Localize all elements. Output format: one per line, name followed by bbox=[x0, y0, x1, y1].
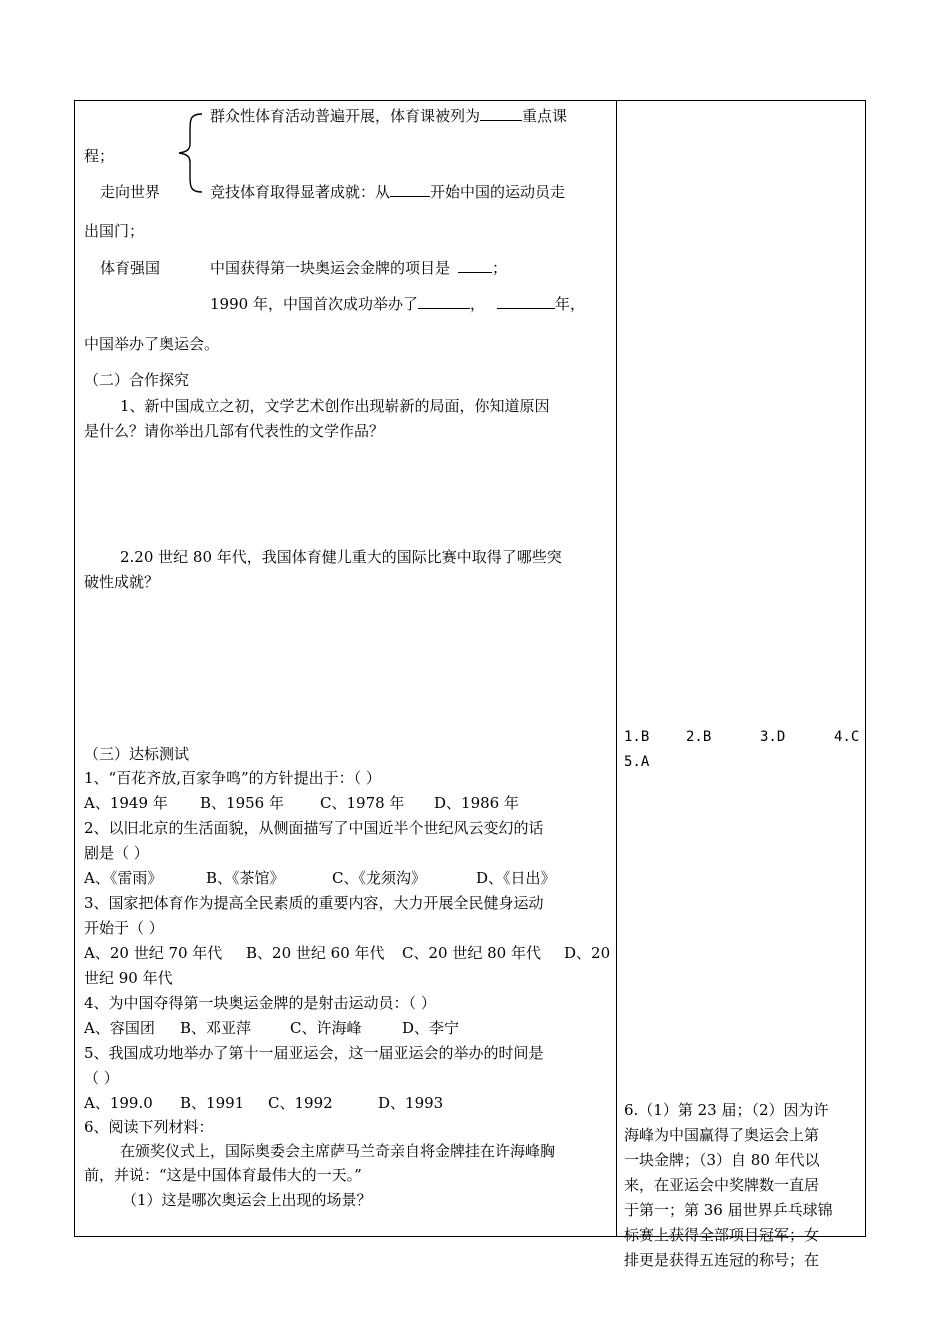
test-q2-option-a: A、《雷雨》 bbox=[84, 869, 163, 887]
test-q4-option-b: B、邓亚萍 bbox=[180, 1019, 252, 1037]
answer-6-line: 来，在亚运会中奖牌数一直居 bbox=[624, 1176, 820, 1194]
test-q5-option-a: A、199.0 bbox=[84, 1094, 153, 1112]
blank bbox=[480, 106, 522, 121]
asian-games-line: 1990 年，中国首次成功举办了 ， 年， bbox=[210, 295, 585, 313]
test-q5-option-c: C、1992 bbox=[268, 1094, 333, 1112]
blank bbox=[458, 258, 492, 273]
mass-sports-line: 群众性体育活动普遍开展，体育课被列为 重点课 bbox=[210, 107, 568, 125]
explore-q2-line2: 破性成就？ bbox=[84, 573, 160, 591]
test-q3-line2: 开始于（ ） bbox=[84, 919, 164, 937]
test-q4-option-a: A、容国团 bbox=[84, 1019, 155, 1037]
test-q1: 1、“百花齐放,百家争鸣”的方针提出于：（ ） bbox=[84, 769, 381, 787]
test-q6: 6、阅读下列材料： bbox=[84, 1118, 214, 1136]
curly-brace bbox=[176, 112, 204, 194]
test-q4-option-c: C、许海峰 bbox=[290, 1019, 362, 1037]
answer-6-line: 一块金牌；（3）自 80 年代以 bbox=[624, 1151, 820, 1169]
answer-6-line: 于第一；第 36 届世界乒乓球锦 bbox=[624, 1201, 833, 1219]
answer-6-line: 6.（1）第 23 届；（2）因为许 bbox=[624, 1101, 829, 1119]
test-q4-option-d: D、李宁 bbox=[402, 1019, 460, 1037]
test-q1-option-d: D、1986 年 bbox=[434, 794, 519, 812]
answer-2: 2.B bbox=[686, 729, 712, 745]
explore-q1-line2: 是什么？请你举出几部有代表性的文学作品？ bbox=[84, 422, 385, 440]
test-q3-line4: 世纪 90 年代 bbox=[84, 969, 173, 987]
test-q5-option-b: B、1991 bbox=[180, 1094, 245, 1112]
test-q2-line2: 剧是（ ） bbox=[84, 844, 149, 862]
label-sports-power: 体育强国 bbox=[100, 259, 161, 277]
test-q3-option-b: B、20 世纪 60 年代 bbox=[246, 944, 385, 962]
olympics-line: 中国举办了奥运会。 bbox=[84, 335, 220, 353]
go-abroad-line: 出国门； bbox=[84, 222, 145, 240]
answer-6-line: 海峰为中国赢得了奥运会上第 bbox=[624, 1126, 820, 1144]
sub-question-1: （1）这是哪次奥运会上出现的场景？ bbox=[122, 1191, 372, 1209]
blank bbox=[390, 182, 430, 197]
test-q5-line1: 5、我国成功地举办了第十一届亚运会，这一届亚运会的举办的时间是 bbox=[84, 1044, 544, 1062]
answer-3: 3.D bbox=[760, 729, 786, 745]
test-q2-option-d: D、《日出》 bbox=[476, 869, 556, 887]
test-q3-option-d: D、20 bbox=[564, 944, 611, 962]
test-q1-option-c: C、1978 年 bbox=[320, 794, 405, 812]
test-q3-option-c: C、20 世纪 80 年代 bbox=[402, 944, 541, 962]
test-q3-option-a: A、20 世纪 70 年代 bbox=[84, 944, 223, 962]
material-line1: 在颁奖仪式上，国际奥委会主席萨马兰奇亲自将金牌挂在许海峰胸 bbox=[120, 1142, 556, 1160]
column-divider bbox=[616, 100, 617, 1237]
section-three-heading: （三）达标测试 bbox=[84, 745, 190, 763]
first-gold-line: 中国获得第一块奥运会金牌的项目是 ； bbox=[210, 259, 508, 277]
answer-5: 5.A bbox=[624, 754, 650, 770]
section-two-heading: （二）合作探究 bbox=[84, 371, 190, 389]
test-q4: 4、为中国夺得第一块奥运金牌的是射击运动员：（ ） bbox=[84, 994, 436, 1012]
test-q3-line1: 3、国家把体育作为提高全民素质的重要内容，大力开展全民健身运动 bbox=[84, 894, 544, 912]
blank bbox=[418, 294, 470, 309]
explore-q2-line1: 2.20 世纪 80 年代，我国体育健儿重大的国际比赛中取得了哪些突 bbox=[120, 548, 562, 566]
test-q5-line2: （ ） bbox=[84, 1069, 119, 1087]
test-q5-option-d: D、1993 bbox=[378, 1094, 444, 1112]
competitive-sports-line: 竞技体育取得显著成就：从 开始中国的运动员走 bbox=[210, 183, 566, 201]
explore-q1-line1: 1、新中国成立之初，文学艺术创作出现崭新的局面，你知道原因 bbox=[120, 397, 550, 415]
answer-1: 1.B bbox=[624, 729, 650, 745]
test-q1-option-a: A、1949 年 bbox=[84, 794, 168, 812]
test-q1-option-b: B、1956 年 bbox=[200, 794, 284, 812]
blank bbox=[497, 294, 555, 309]
test-q2-option-c: C、《龙须沟》 bbox=[332, 869, 426, 887]
material-line2: 前，并说：“这是中国体育最伟大的一天。” bbox=[84, 1166, 362, 1184]
test-q2-option-b: B、《茶馆》 bbox=[206, 869, 285, 887]
answer-6-line: 排更是获得五连冠的称号；在 bbox=[624, 1251, 820, 1269]
test-q2-line1: 2、以旧北京的生活面貌，从侧面描写了中国近半个世纪风云变幻的话 bbox=[84, 819, 544, 837]
label-toward-world: 走向世界 bbox=[100, 183, 161, 201]
course-line-end: 程； bbox=[84, 147, 115, 165]
answer-4: 4.C bbox=[834, 729, 860, 745]
answer-6-line: 标赛上获得全部项目冠军；女 bbox=[624, 1226, 820, 1244]
